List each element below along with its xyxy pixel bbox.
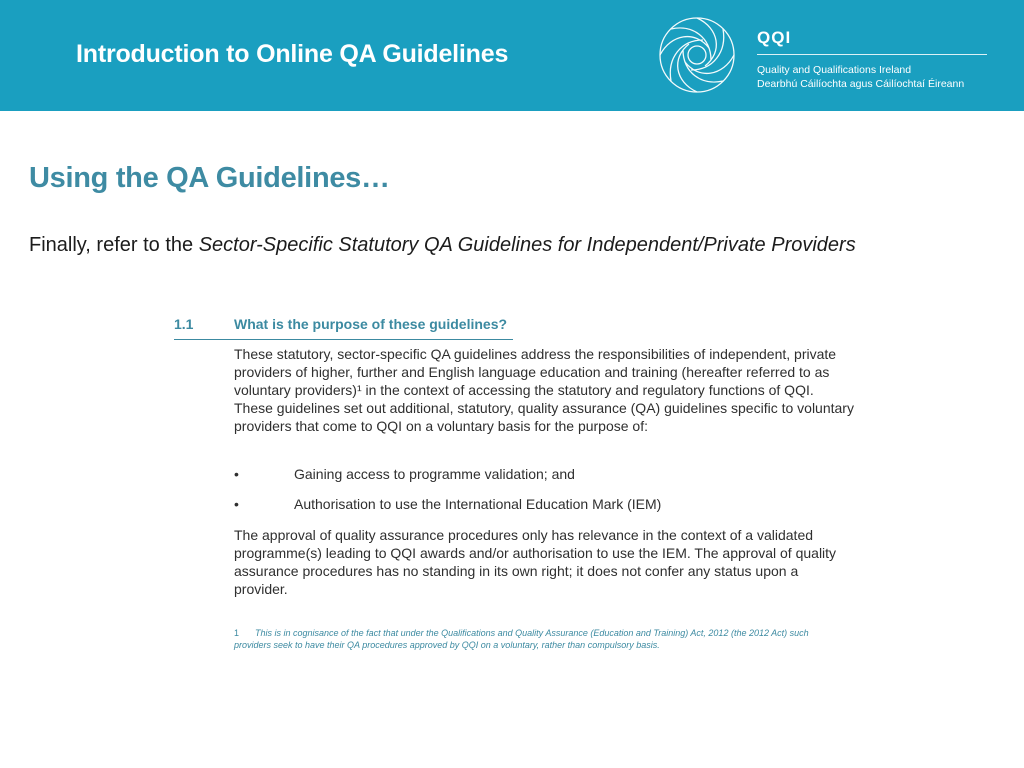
logo-divider — [757, 54, 987, 55]
qqi-wordmark — [757, 28, 987, 91]
bullet-text: Gaining access to programme validation; and — [294, 466, 575, 482]
purpose-bullet-list — [174, 466, 854, 526]
logo-irish-name: Dearbhú Cáilíochta agus Cáilíochtaí Éireann — [757, 78, 965, 90]
qqi-logo-icon — [657, 14, 737, 96]
section-header — [174, 316, 854, 338]
bullet-text: Authorisation to use the International Education Mark (IEM) — [294, 496, 662, 512]
section-title: What is the purpose of these guidelines? — [234, 316, 508, 332]
section-divider — [174, 339, 513, 340]
section-number: 1.1 — [174, 316, 194, 332]
bullet-icon: • — [234, 466, 239, 482]
header-bar — [0, 0, 1024, 111]
footnote-text: This is in cognisance of the fact that under the Qualifications and Quality Assurance (Education and Training) Act, 2012 (the 2012 Act) such providers seek to have their QA procedures approved by QQI on a voluntary, rather than compulsory basis. — [234, 628, 809, 650]
guidelines-excerpt — [174, 316, 854, 597]
list-item — [174, 466, 854, 496]
logo-name: QQI — [757, 28, 792, 47]
intro-text — [29, 234, 856, 257]
slide-heading: Using the QA Guidelines… — [29, 162, 390, 194]
logo-english-name: Quality and Qualifications Ireland — [757, 64, 912, 76]
intro-document-title: Sector-Specific Statutory QA Guidelines for Independent/Private Providers — [198, 234, 856, 256]
footnote — [234, 627, 844, 651]
presentation-title: Introduction to Online QA Guidelines — [76, 40, 509, 68]
approval-paragraph: The approval of quality assurance procedures only has relevance in the context of a validated programme(s) leading to QQI awards and/or authorisation to use the IEM. The approval of quality assurance procedures has no standing in its own right; it does not confer any status upon a provider. — [234, 527, 837, 597]
footnote-number: 1 — [234, 628, 240, 638]
list-item — [174, 496, 854, 526]
bullet-icon: • — [234, 496, 239, 512]
intro-prefix: Finally, refer to the — [29, 234, 199, 256]
purpose-paragraph: These statutory, sector-specific QA guidelines address the responsibilities of independent, private providers of higher, further and English language education and training (hereafter referred to as voluntary providers)¹ in the context of accessing the statutory and regulatory functions of QQI. These guidelines set out additional, statutory, quality assurance (QA) guidelines specific to voluntary providers that come to QQI on a voluntary basis for the purpose of: — [234, 346, 854, 434]
